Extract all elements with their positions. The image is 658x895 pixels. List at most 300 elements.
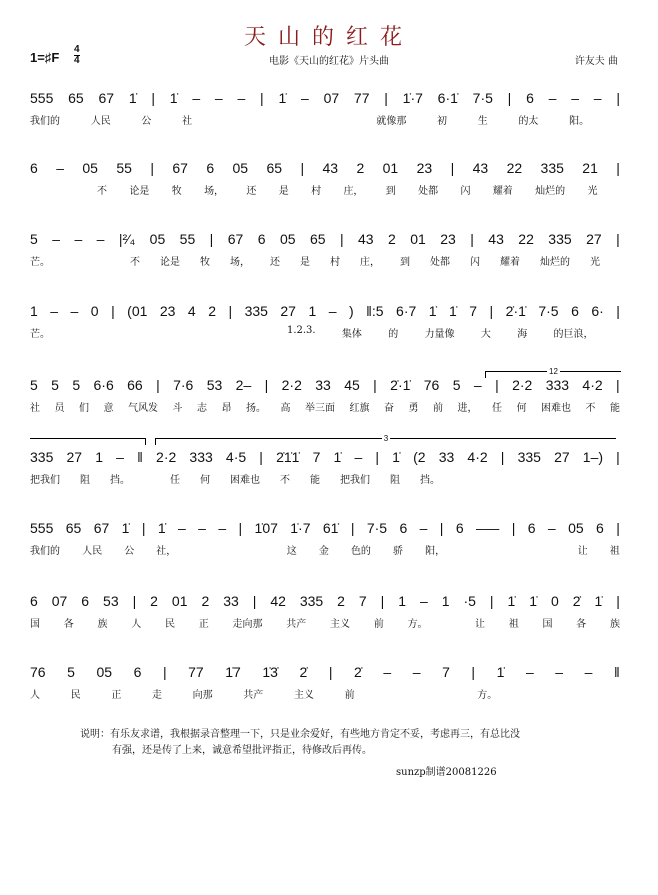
note: 1̇ — [594, 593, 603, 609]
lyric: 光 — [590, 257, 600, 268]
bar-line: | — [339, 231, 344, 247]
lyric: 主义 — [330, 619, 350, 630]
note: 7 — [312, 449, 321, 465]
note: 0 — [551, 593, 559, 609]
bar-line: | — [151, 90, 156, 106]
note: – — [328, 303, 337, 319]
note: 43 — [358, 231, 374, 247]
note: 21 — [582, 160, 598, 176]
time-signature-bottom: 4 — [74, 55, 80, 66]
bar-line: | — [495, 377, 499, 393]
bar-line: | — [450, 160, 455, 176]
lyric: 不 — [97, 186, 108, 197]
note: 65 — [309, 231, 326, 247]
lyric: 正 — [111, 690, 122, 701]
note: 33 — [223, 593, 239, 609]
bar-line: | — [111, 303, 115, 319]
lyric: 是 — [278, 186, 289, 197]
note: 65 — [65, 520, 82, 536]
lyric: 海 — [517, 329, 528, 340]
lyric: 前 — [344, 690, 355, 701]
note: 2 — [208, 303, 216, 319]
note: 43 — [472, 160, 489, 176]
notes-line — [30, 591, 620, 609]
lyric: 耀着 — [492, 186, 513, 197]
lyric: 阻 — [80, 475, 90, 486]
note: 65 — [266, 160, 283, 176]
lyric: 何 — [516, 403, 527, 414]
note: 335 — [299, 593, 324, 609]
bar-line: | — [380, 593, 385, 609]
bar-line: | — [132, 593, 137, 609]
bar-line: | — [350, 520, 355, 536]
bar-line: | — [259, 449, 263, 465]
note: 335 — [540, 160, 564, 176]
lyrics-line — [30, 615, 620, 630]
note: 1̇ — [121, 520, 130, 536]
note: 6 — [81, 593, 90, 609]
note: 27 — [586, 231, 602, 247]
lyric: 灿烂的 — [540, 257, 570, 268]
lyric: 不 — [130, 257, 140, 268]
note: 1̇ — [278, 90, 287, 106]
staff-row — [30, 158, 620, 197]
note: 335 — [548, 231, 572, 247]
note: 05 — [279, 231, 296, 247]
staff-row — [30, 518, 620, 557]
lyric: 主义 — [293, 690, 314, 701]
lyric: 能 — [610, 403, 620, 414]
note: 335 — [30, 449, 54, 465]
lyric: 人 — [30, 690, 40, 701]
note: 1̇ — [392, 449, 400, 465]
note: ––– — [475, 520, 500, 536]
note: – — [420, 593, 428, 609]
note: 2̇ — [354, 664, 362, 680]
note: 6 — [206, 160, 215, 176]
lyric: 牧 — [171, 186, 182, 197]
note: 5 — [30, 231, 38, 247]
lyric: 人民 — [90, 116, 111, 127]
note: 6 — [455, 520, 464, 536]
bar-line: | — [507, 90, 512, 106]
bar-line: | — [616, 449, 620, 465]
note: 76 — [423, 377, 440, 393]
lyric: 力量像 — [424, 329, 455, 340]
staff-row — [30, 375, 620, 414]
lyric: 村 — [311, 186, 322, 197]
note: 555 — [30, 520, 54, 536]
lyric: 各 — [576, 619, 587, 630]
bar-line: | — [156, 377, 160, 393]
notes-line — [30, 158, 620, 176]
lyric: 祖 — [508, 619, 519, 630]
note: 66 — [127, 377, 143, 393]
note: 6 — [596, 520, 604, 536]
lyric: 1.2.3. — [286, 325, 316, 336]
bar-line: | — [616, 303, 620, 319]
lyric: 各 — [63, 619, 74, 630]
lyric: 闪 — [460, 186, 471, 197]
lyrics-line — [30, 399, 620, 414]
note: 2 — [201, 593, 210, 609]
lyric: 庄， — [343, 186, 364, 197]
lyric: 人 — [131, 619, 142, 630]
note: 2·2 — [281, 377, 302, 393]
lyrics-line — [30, 471, 620, 486]
note: 6 — [571, 303, 579, 319]
bar-line: | — [141, 520, 146, 536]
note: 01 — [382, 160, 399, 176]
note: – — [192, 90, 201, 106]
signature: sunzp制谱20081226 — [396, 767, 497, 778]
note: 53 — [103, 593, 119, 609]
note: – — [116, 449, 124, 465]
note: – — [419, 520, 428, 536]
lyric: 让 — [577, 546, 588, 557]
lyric: 这 — [286, 546, 297, 557]
staff-row — [30, 88, 620, 127]
note: 1 — [308, 303, 317, 319]
lyric: 阳， — [425, 546, 446, 557]
note: 6 — [257, 231, 266, 247]
lyric: 光 — [587, 186, 598, 197]
note: 76 — [30, 664, 46, 680]
lyric: 芒。 — [30, 329, 50, 340]
lyric: 任 — [492, 403, 502, 414]
note: 2 — [337, 593, 345, 609]
note: 1̇ — [507, 593, 516, 609]
note: – — [50, 303, 59, 319]
bar-line: | — [264, 377, 269, 393]
note: 1̇·7 — [290, 520, 311, 536]
lyric: 是 — [300, 257, 310, 268]
lyric: 还 — [270, 257, 280, 268]
note: 05 — [96, 664, 113, 680]
note: – — [525, 664, 534, 680]
lyric: 意 — [103, 403, 114, 414]
note: 01 — [410, 231, 426, 247]
note: 67 — [172, 160, 188, 176]
lyric: 生 — [477, 116, 488, 127]
bar-line: | — [511, 520, 516, 536]
note: 335 — [517, 449, 541, 465]
note: 05 — [232, 160, 249, 176]
staff-row — [30, 447, 620, 486]
note: – — [383, 664, 392, 680]
bar-line: | — [500, 449, 505, 465]
bar-line: | — [328, 664, 333, 680]
note: 2– — [235, 377, 252, 393]
note: 23 — [416, 160, 433, 176]
note: 555 — [30, 90, 54, 106]
subtitle: 电影《天山的红花》片头曲 — [269, 56, 389, 67]
lyric: 骄 — [393, 546, 404, 557]
lyric: 的太 — [518, 116, 539, 127]
lyrics-line — [30, 253, 620, 268]
note: 7·5 — [366, 520, 388, 536]
lyric: 何 — [200, 475, 210, 486]
bar-line: | — [375, 449, 380, 465]
note: 6·7 — [396, 303, 417, 319]
note: – — [56, 160, 64, 176]
note: 5 — [51, 377, 59, 393]
note: – — [555, 664, 564, 680]
note: 6 — [133, 664, 142, 680]
note: 1 — [441, 593, 450, 609]
volta-label: 3 — [383, 434, 389, 443]
lyric: 进， — [457, 403, 478, 414]
note: 23 — [159, 303, 176, 319]
note: 2·2 — [512, 377, 533, 393]
note: 42 — [270, 593, 286, 609]
note: – — [548, 90, 557, 106]
note: 23 — [440, 231, 456, 247]
lyric: 牧 — [200, 257, 210, 268]
note: 2̇ — [572, 593, 581, 609]
note: 7 — [469, 303, 478, 319]
note: – — [473, 377, 482, 393]
bar-line: ‖ — [137, 449, 143, 465]
lyric: 困难也 — [541, 403, 571, 414]
footnote-line-1: 说明：有乐友求谱，我根据录音整理一下，只是业余爱好，有些地方肯定不妥，考虑再三，有总比没 — [80, 729, 520, 740]
note: 6·1̇ — [437, 90, 458, 106]
note: 6 — [30, 160, 38, 176]
note: 7 — [358, 593, 367, 609]
note: 77 — [353, 90, 370, 106]
bar-line: | — [439, 520, 444, 536]
note: – — [178, 520, 186, 536]
notes-line — [30, 88, 620, 106]
note: 27 — [554, 449, 570, 465]
lyric: 阻 — [390, 475, 400, 486]
lyrics-line — [30, 325, 620, 340]
lyric: 正 — [198, 619, 209, 630]
bar-line: | — [616, 160, 620, 176]
bar-line: | — [228, 303, 233, 319]
note: 1̇ — [333, 449, 342, 465]
note: 1̇07 — [254, 520, 278, 536]
note: 1̇7 — [225, 664, 241, 680]
note: – — [571, 90, 579, 106]
note: 2̇·1̇ — [390, 377, 411, 393]
bar-line: | — [162, 664, 167, 680]
bar-line: | — [616, 231, 620, 247]
note: – — [198, 520, 206, 536]
note: – — [214, 90, 223, 106]
note: 1̇ — [529, 593, 538, 609]
volta-label: 12 — [549, 367, 558, 376]
lyric: 不 — [585, 403, 596, 414]
lyric: 大 — [480, 329, 491, 340]
lyric: 斗 — [172, 403, 183, 414]
lyric: 员 — [54, 403, 65, 414]
note: – — [412, 664, 421, 680]
note: ) — [348, 303, 354, 319]
note: 67 — [227, 231, 244, 247]
note: – — [52, 231, 61, 247]
note: 2 — [388, 231, 396, 247]
lyric: 们 — [79, 403, 89, 414]
lyric: 场， — [204, 186, 225, 197]
lyric: 昂 — [221, 403, 232, 414]
lyric: 人民 — [82, 546, 103, 557]
note: (01 — [127, 303, 148, 319]
lyric: 国 — [30, 619, 40, 630]
note: 27 — [66, 449, 83, 465]
bar-line: | — [300, 160, 305, 176]
bar-line: | — [616, 377, 620, 393]
note: 1̇ — [496, 664, 505, 680]
note: – — [584, 664, 593, 680]
bar-line: | — [489, 303, 494, 319]
note: – — [354, 449, 363, 465]
lyric: 初 — [437, 116, 448, 127]
bar-line: | — [252, 593, 257, 609]
lyric: 灿烂的 — [535, 186, 566, 197]
note: 07 — [51, 593, 68, 609]
time-signature-top: 4 — [74, 44, 80, 55]
lyric: 社 — [182, 116, 193, 127]
lyric: 闪 — [470, 257, 480, 268]
lyric: 论是 — [129, 186, 150, 197]
lyric: 阳。 — [569, 116, 590, 127]
note: 1 — [95, 449, 104, 465]
lyric: 场， — [230, 257, 250, 268]
note: 05 — [82, 160, 98, 176]
lyric: 的 — [388, 329, 399, 340]
notes-line — [30, 447, 620, 465]
lyric: 集体 — [341, 329, 362, 340]
lyric: 到 — [385, 186, 396, 197]
lyric: 色的 — [350, 546, 371, 557]
lyric: 勇 — [408, 403, 419, 414]
lyrics-line — [30, 182, 620, 197]
note: – — [237, 90, 246, 106]
lyric: 困难也 — [230, 475, 260, 486]
bar-line: | — [260, 90, 264, 106]
note: 61̇ — [322, 520, 339, 536]
bar-line: | — [373, 377, 377, 393]
note: – — [96, 231, 105, 247]
lyric: 社， — [156, 546, 177, 557]
lyrics-line — [30, 542, 620, 557]
note: 7 — [442, 664, 450, 680]
note: 1 — [398, 593, 407, 609]
lyric: 走向那 — [232, 619, 263, 630]
note: 7·5 — [538, 303, 559, 319]
note: 6 — [30, 593, 38, 609]
volta-bracket-1 — [485, 367, 621, 378]
notes-line — [30, 301, 620, 319]
lyric: 举三面 — [305, 403, 335, 414]
lyric: 我们的 — [30, 546, 60, 557]
note: 4·5 — [225, 449, 247, 465]
lyric: 处都 — [418, 186, 439, 197]
note: 1 — [30, 303, 38, 319]
lyric: 志 — [197, 403, 207, 414]
note: ·5 — [463, 593, 476, 609]
lyric: 挡。 — [420, 475, 440, 486]
lyric: 村 — [330, 257, 340, 268]
notes-line — [30, 229, 620, 247]
note: 335 — [244, 303, 268, 319]
bar-line: | — [471, 664, 476, 680]
note: 1̇ — [428, 303, 437, 319]
lyric: 共产 — [243, 690, 264, 701]
note: 6 — [399, 520, 408, 536]
lyric: 气风发 — [128, 403, 158, 414]
note: 01 — [171, 593, 188, 609]
note: 55 — [179, 231, 196, 247]
staff-row — [30, 229, 620, 268]
note: 2̇·1̇ — [505, 303, 526, 319]
lyric: 向那 — [192, 690, 213, 701]
lyric: 芒。 — [30, 257, 50, 268]
lyric: 处都 — [430, 257, 450, 268]
note: 1̇·7 — [402, 90, 423, 106]
lyric: 前 — [433, 403, 443, 414]
lyric: 族 — [610, 619, 620, 630]
note: 7·5 — [472, 90, 493, 106]
song-title: 天山的红花 — [243, 25, 414, 50]
note: 1̇3̇ — [262, 664, 278, 680]
volta-bracket-1-end — [30, 438, 146, 445]
lyric: 奋 — [384, 403, 394, 414]
bar-line: | — [616, 593, 620, 609]
bar-line: | — [616, 520, 620, 536]
note: 43 — [488, 231, 504, 247]
note: 77 — [188, 664, 204, 680]
lyric: 我们的 — [30, 116, 60, 127]
bar-line: ‖ — [613, 664, 620, 680]
note: 43 — [322, 160, 339, 176]
note: 1̇ — [128, 90, 137, 106]
note: 65 — [68, 90, 84, 106]
note: 6· — [591, 303, 604, 319]
lyric: 不 — [280, 475, 290, 486]
lyric: 民 — [165, 619, 175, 630]
bar-line: | — [384, 90, 388, 106]
bar-line: | — [616, 90, 620, 106]
note: 0 — [90, 303, 99, 319]
notes-line — [30, 518, 620, 536]
note: 55 — [116, 160, 132, 176]
note: 1̇ — [449, 303, 457, 319]
staff-row — [30, 662, 620, 701]
note: 5 — [72, 377, 81, 393]
note: 2̇ — [299, 664, 308, 680]
note: 07 — [323, 90, 340, 106]
lyric: 公 — [141, 116, 152, 127]
lyric: 族 — [97, 619, 108, 630]
note: 2̇1̇1̇ — [276, 449, 300, 465]
note: 7·6 — [173, 377, 194, 393]
note: 45 — [344, 377, 360, 393]
lyric: 能 — [310, 475, 320, 486]
lyric: 方。 — [407, 619, 428, 630]
footnote — [80, 727, 590, 759]
note: 1̇ — [157, 520, 166, 536]
lyric: 金 — [318, 546, 329, 557]
note: 4·2 — [582, 377, 603, 393]
key-signature: 1=♯F — [30, 50, 60, 65]
lyric: 走 — [151, 690, 162, 701]
footnote-line-2: 有强，还是传了上来，诚意希望批评指正，待修改后再传。 — [112, 745, 372, 756]
note: 05 — [568, 520, 584, 536]
lyric: 论是 — [160, 257, 180, 268]
lyric: 社 — [30, 403, 40, 414]
